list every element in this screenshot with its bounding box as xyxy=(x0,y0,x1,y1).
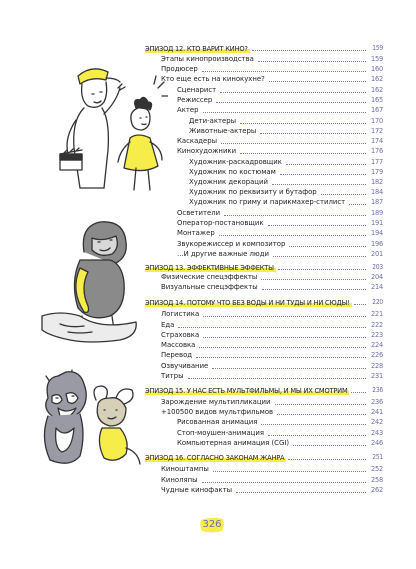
toc-page-number: 170 xyxy=(371,117,383,125)
toc-dot-leader xyxy=(240,152,366,154)
toc-dot-leader xyxy=(261,423,366,425)
toc-dot-leader xyxy=(289,245,366,247)
toc-dot-leader xyxy=(260,132,366,134)
toc-dot-leader xyxy=(268,224,366,226)
toc-entry-title: Художник по гриму и парикмахер-стилист xyxy=(189,198,346,206)
toc-dot-leader xyxy=(212,367,366,369)
toc-page-number: 176 xyxy=(371,147,383,155)
toc-dot-leader xyxy=(288,458,366,460)
toc-entry-title: Кинохудожники xyxy=(177,147,237,155)
toc-page-number: 262 xyxy=(371,486,383,494)
toc-entry-title: Животные-актеры xyxy=(189,127,257,135)
toc-entry-row xyxy=(161,371,383,382)
director-with-clapperboard-and-actress-illustration xyxy=(58,58,168,198)
toc-page-number: 189 xyxy=(371,209,383,217)
toc-page-number: 174 xyxy=(371,137,383,145)
toc-page-number: 222 xyxy=(371,321,383,329)
toc-entry-title: Страховка xyxy=(161,331,200,339)
toc-dot-leader xyxy=(196,356,366,358)
toc-page-number: 258 xyxy=(371,476,383,484)
toc-entry-title: Монтажер xyxy=(177,229,215,237)
toc-episode-title: ЭПИЗОД 15. У НАС ЕСТЬ МУЛЬТФИЛЬМЫ, И МЫ ИХ СМОТРИМ xyxy=(145,386,348,395)
toc-dot-leader xyxy=(203,111,366,113)
toc-entry-row xyxy=(177,438,383,449)
toc-dot-leader xyxy=(262,288,366,290)
toc-episode-title: ЭПИЗОД 14. ПОТОМУ ЧТО БЕЗ ВОДЫ И НИ ТУДЫ И НИ СЮДЫ! xyxy=(145,298,350,307)
toc-episode-title: ЭПИЗОД 12. КТО ВАРИТ КИНО? xyxy=(145,44,248,53)
toc-page-number: 214 xyxy=(371,283,383,291)
toc-dot-leader xyxy=(203,336,366,338)
cat-and-mouse-cartoon-illustration xyxy=(40,368,145,473)
toc-entry-title: Звукорежиссер и композитор xyxy=(177,240,286,248)
toc-dot-leader xyxy=(188,377,366,379)
page-number-badge xyxy=(199,516,225,534)
gorilla-holding-banana-illustration xyxy=(40,212,140,352)
toc-page-number: 187 xyxy=(371,198,383,206)
toc-page-number: 162 xyxy=(371,86,383,94)
toc-page-number: 159 xyxy=(371,55,383,63)
toc-page-number: 224 xyxy=(371,341,383,349)
toc-page-number: 172 xyxy=(371,127,383,135)
toc-entry-title: Зарождение мультипликации xyxy=(161,398,271,406)
toc-entry-title: Осветители xyxy=(177,209,221,217)
toc-dot-leader xyxy=(258,60,366,62)
toc-page-number: 241 xyxy=(371,408,383,416)
toc-entry-title: Этапы кинопроизводства xyxy=(161,55,254,63)
toc-page-number: 201 xyxy=(371,250,383,258)
toc-entry-title: Массовка xyxy=(161,341,196,349)
toc-dot-leader xyxy=(199,346,366,348)
toc-page-number: 194 xyxy=(371,229,383,237)
toc-entry-row xyxy=(177,249,383,260)
toc-page-number: 182 xyxy=(371,178,383,186)
toc-dot-leader xyxy=(286,163,366,165)
toc-page-number: 160 xyxy=(371,65,383,73)
toc-dot-leader xyxy=(203,315,366,317)
toc-page-number: 220 xyxy=(372,298,383,306)
toc-entry-title: Физические спецэффекты xyxy=(161,273,258,281)
toc-episode-row xyxy=(145,452,383,463)
toc-dot-leader xyxy=(278,268,366,270)
toc-dot-leader xyxy=(321,193,366,195)
toc-dot-leader xyxy=(213,470,366,472)
toc-dot-leader xyxy=(280,173,366,175)
toc-dot-leader xyxy=(293,444,366,446)
page-number: 326 xyxy=(202,519,222,530)
toc-dot-leader xyxy=(236,491,366,493)
toc-entry-title: Актер xyxy=(177,106,199,114)
toc-entry-title: Продюсер xyxy=(161,65,198,73)
toc-dot-leader xyxy=(269,80,366,82)
toc-page-number: 221 xyxy=(371,310,383,318)
toc-dot-leader xyxy=(273,255,366,257)
toc-entry-title: Художник по костюмам xyxy=(189,168,276,176)
toc-dot-leader xyxy=(219,234,366,236)
toc-page-number: 251 xyxy=(372,453,383,461)
toc-episode-row xyxy=(145,297,383,308)
toc-entry-title: Компьютерная анимация (CGI) xyxy=(177,439,290,447)
toc-dot-leader xyxy=(261,278,366,280)
toc-page-number: 191 xyxy=(371,219,383,227)
toc-page-number: 243 xyxy=(371,429,383,437)
toc-entry-row xyxy=(161,282,383,293)
toc-entry-row xyxy=(177,105,383,116)
toc-entry-row xyxy=(177,228,383,239)
toc-dot-leader xyxy=(221,142,366,144)
toc-entry-title: Киноляпы xyxy=(161,476,198,484)
toc-entry-title: Титры xyxy=(161,372,184,380)
toc-page-number: 179 xyxy=(371,168,383,176)
toc-entry-title: Кто еще есть на кинокухне? xyxy=(161,75,265,83)
toc-entry-title: Режиссер xyxy=(177,96,213,104)
toc-entry-title: Логистика xyxy=(161,310,200,318)
toc-dot-leader xyxy=(178,326,366,328)
toc-page-number: 177 xyxy=(371,158,383,166)
toc-entry-title: +100500 видов мультфильмов xyxy=(161,408,274,416)
toc-dot-leader xyxy=(277,413,366,415)
toc-dot-leader xyxy=(220,91,366,93)
toc-page-number: 228 xyxy=(371,362,383,370)
toc-episode-title: ЭПИЗОД 13. ЭФФЕКТИВНЫЕ ЭФФЕКТЫ xyxy=(145,263,274,272)
toc-dot-leader xyxy=(252,49,366,51)
toc-page-number: 165 xyxy=(371,96,383,104)
toc-entry-title: Художник по реквизиту и бутафор xyxy=(189,188,317,196)
toc-entry-row xyxy=(161,485,383,496)
toc-entry-title: Киноштампы xyxy=(161,465,209,473)
toc-dot-leader xyxy=(272,183,366,185)
toc-entry-row xyxy=(161,350,383,361)
toc-page-number: 236 xyxy=(371,398,383,406)
toc-dot-leader xyxy=(275,403,366,405)
toc-page-number: 167 xyxy=(371,106,383,114)
toc-entry-row xyxy=(177,146,383,157)
toc-entry-title: Рисованная анимация xyxy=(177,418,258,426)
toc-page-number: 246 xyxy=(371,439,383,447)
toc-episode-row xyxy=(145,385,383,396)
toc-dot-leader xyxy=(349,203,366,205)
toc-dot-leader xyxy=(224,214,366,216)
toc-entry-title: Сценарист xyxy=(177,86,217,94)
toc-page-number: 252 xyxy=(371,465,383,473)
toc-entry-row xyxy=(161,74,383,85)
toc-entry-row xyxy=(189,197,383,208)
toc-page-number: 236 xyxy=(372,386,383,394)
toc-episode-row xyxy=(145,43,383,54)
toc-entry-title: Стоп-моушен-анимация xyxy=(177,429,265,437)
toc-page-number: 204 xyxy=(371,273,383,281)
toc-page-number: 159 xyxy=(372,44,383,52)
toc-page-number: 231 xyxy=(371,372,383,380)
toc-page-number: 184 xyxy=(371,188,383,196)
toc-entry-title: Художник-раскадровщик xyxy=(189,158,282,166)
toc-dot-leader xyxy=(202,70,366,72)
toc-dot-leader xyxy=(354,303,366,305)
toc-entry-title: Оператор-постановщик xyxy=(177,219,264,227)
toc-dot-leader xyxy=(268,434,366,436)
toc-page-number: 203 xyxy=(372,263,383,271)
toc-entry-title: Визуальные спецэффекты xyxy=(161,283,258,291)
toc-dot-leader xyxy=(216,101,366,103)
toc-entry-title: Художник декораций xyxy=(189,178,268,186)
toc-entry-row xyxy=(161,464,383,475)
toc-entry-title: ...И другие важные люди xyxy=(177,250,269,258)
toc-entry-title: Озвучивание xyxy=(161,362,209,370)
toc-page-number: 196 xyxy=(371,240,383,248)
toc-entry-row xyxy=(161,309,383,320)
toc-entry-title: Дети-актеры xyxy=(189,117,237,125)
toc-entry-title: Чудные кинофакты xyxy=(161,486,233,494)
toc-page-number: 223 xyxy=(371,331,383,339)
toc-entry-row xyxy=(177,417,383,428)
toc-entry-title: Каскадеры xyxy=(177,137,218,145)
toc-dot-leader xyxy=(240,122,366,124)
toc-page-number: 226 xyxy=(371,351,383,359)
toc-dot-leader xyxy=(351,391,366,393)
toc-episode-title: ЭПИЗОД 16. СОГЛАСНО ЗАКОНАМ ЖАНРА xyxy=(145,453,285,462)
toc-dot-leader xyxy=(202,481,366,483)
toc-entry-title: Перевод xyxy=(161,351,193,359)
toc-entry-title: Еда xyxy=(161,321,175,329)
toc-page-number: 242 xyxy=(371,418,383,426)
toc-page-number: 162 xyxy=(371,75,383,83)
